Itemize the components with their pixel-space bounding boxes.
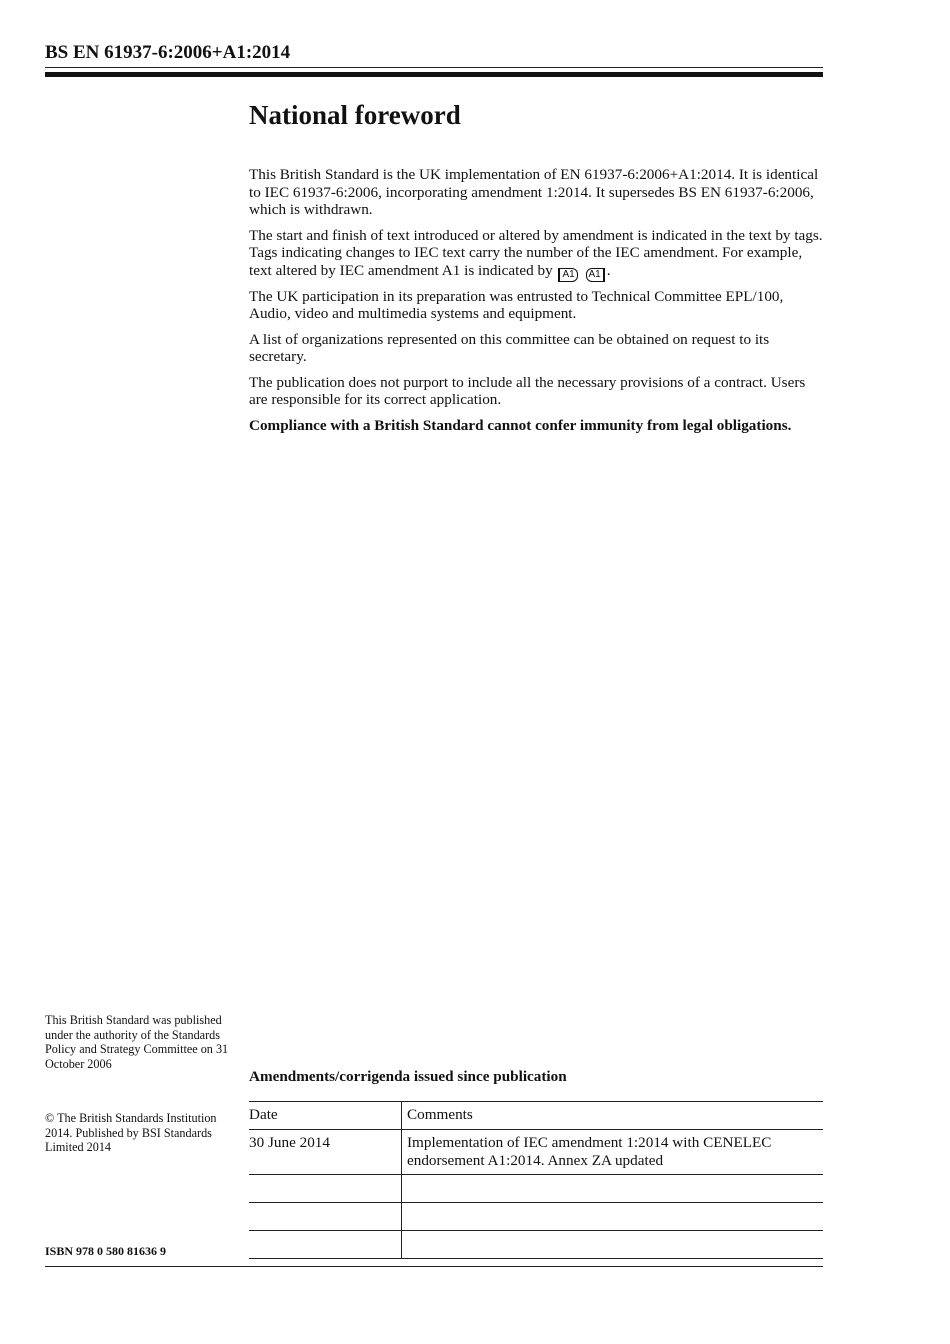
paragraph-compliance: Compliance with a British Standard cannot confer immunity from legal obligations. (249, 416, 792, 434)
empty-cell (402, 1175, 824, 1203)
publication-authority-note: This British Standard was published under the authority of the Standards Policy and Strategy Committee on 31 October 2006 (45, 1013, 229, 1071)
copyright-note: © The British Standards Institution 2014. Published by BSI Standards Limited 2014 (45, 1111, 217, 1154)
document-identifier: BS EN 61937-6:2006+A1:2014 (45, 42, 291, 63)
header-rule-thin (45, 67, 823, 68)
isbn: ISBN 978 0 580 81636 9 (45, 1244, 167, 1258)
paragraph-end-period: . (606, 261, 611, 279)
column-header-comments: Comments (402, 1102, 824, 1130)
paragraph-contract: The publication does not purport to include all the necessary provisions of a contract. Users are responsible for its correct application. (249, 373, 806, 408)
column-header-date: Date (249, 1102, 402, 1130)
table-header-row (249, 1102, 823, 1130)
amendments-table (249, 1101, 823, 1259)
amendment-date: 30 June 2014 (249, 1130, 402, 1175)
paragraph-amendment-tags-text: The start and finish of text introduced or altered by amendment is indicated in the text by tags. Tags indicating changes to IEC text carry the number of the IEC amendment. For example, text altered by IEC amendment A1 is indicated by (249, 226, 823, 279)
paragraph-implementation: This British Standard is the UK implementation of EN 61937-6:2006+A1:2014. It is identical to IEC 61937-6:2006, incorporating amendment 1:2014. It supersedes BS EN 61937-6:2006, which is withdrawn. (249, 166, 819, 218)
empty-cell (249, 1175, 402, 1203)
amendment-open-tag-icon: A1 (558, 268, 577, 282)
paragraph-amendment-tags (249, 227, 825, 280)
table-row (249, 1130, 823, 1175)
table-row-empty (249, 1203, 823, 1231)
empty-cell (402, 1203, 824, 1231)
paragraph-organizations: A list of organizations represented on this committee can be obtained on request to its secretary. (249, 330, 770, 365)
empty-cell (249, 1203, 402, 1231)
foreword-body (249, 166, 825, 442)
amendments-heading: Amendments/corrigenda issued since publication (249, 1068, 567, 1085)
table-row-empty (249, 1231, 823, 1259)
table-row-empty (249, 1175, 823, 1203)
footer-rule (45, 1266, 823, 1267)
page-title: National foreword (249, 100, 461, 130)
amendment-comments: Implementation of IEC amendment 1:2014 with CENELEC endorsement A1:2014. Annex ZA updated (402, 1130, 824, 1175)
paragraph-committee: The UK participation in its preparation was entrusted to Technical Committee EPL/100, Audio, video and multimedia systems and equipment. (249, 287, 784, 322)
amendment-close-tag-icon: A1 (586, 268, 605, 282)
empty-cell (402, 1231, 824, 1259)
header-rule-thick (45, 72, 823, 77)
empty-cell (249, 1231, 402, 1259)
